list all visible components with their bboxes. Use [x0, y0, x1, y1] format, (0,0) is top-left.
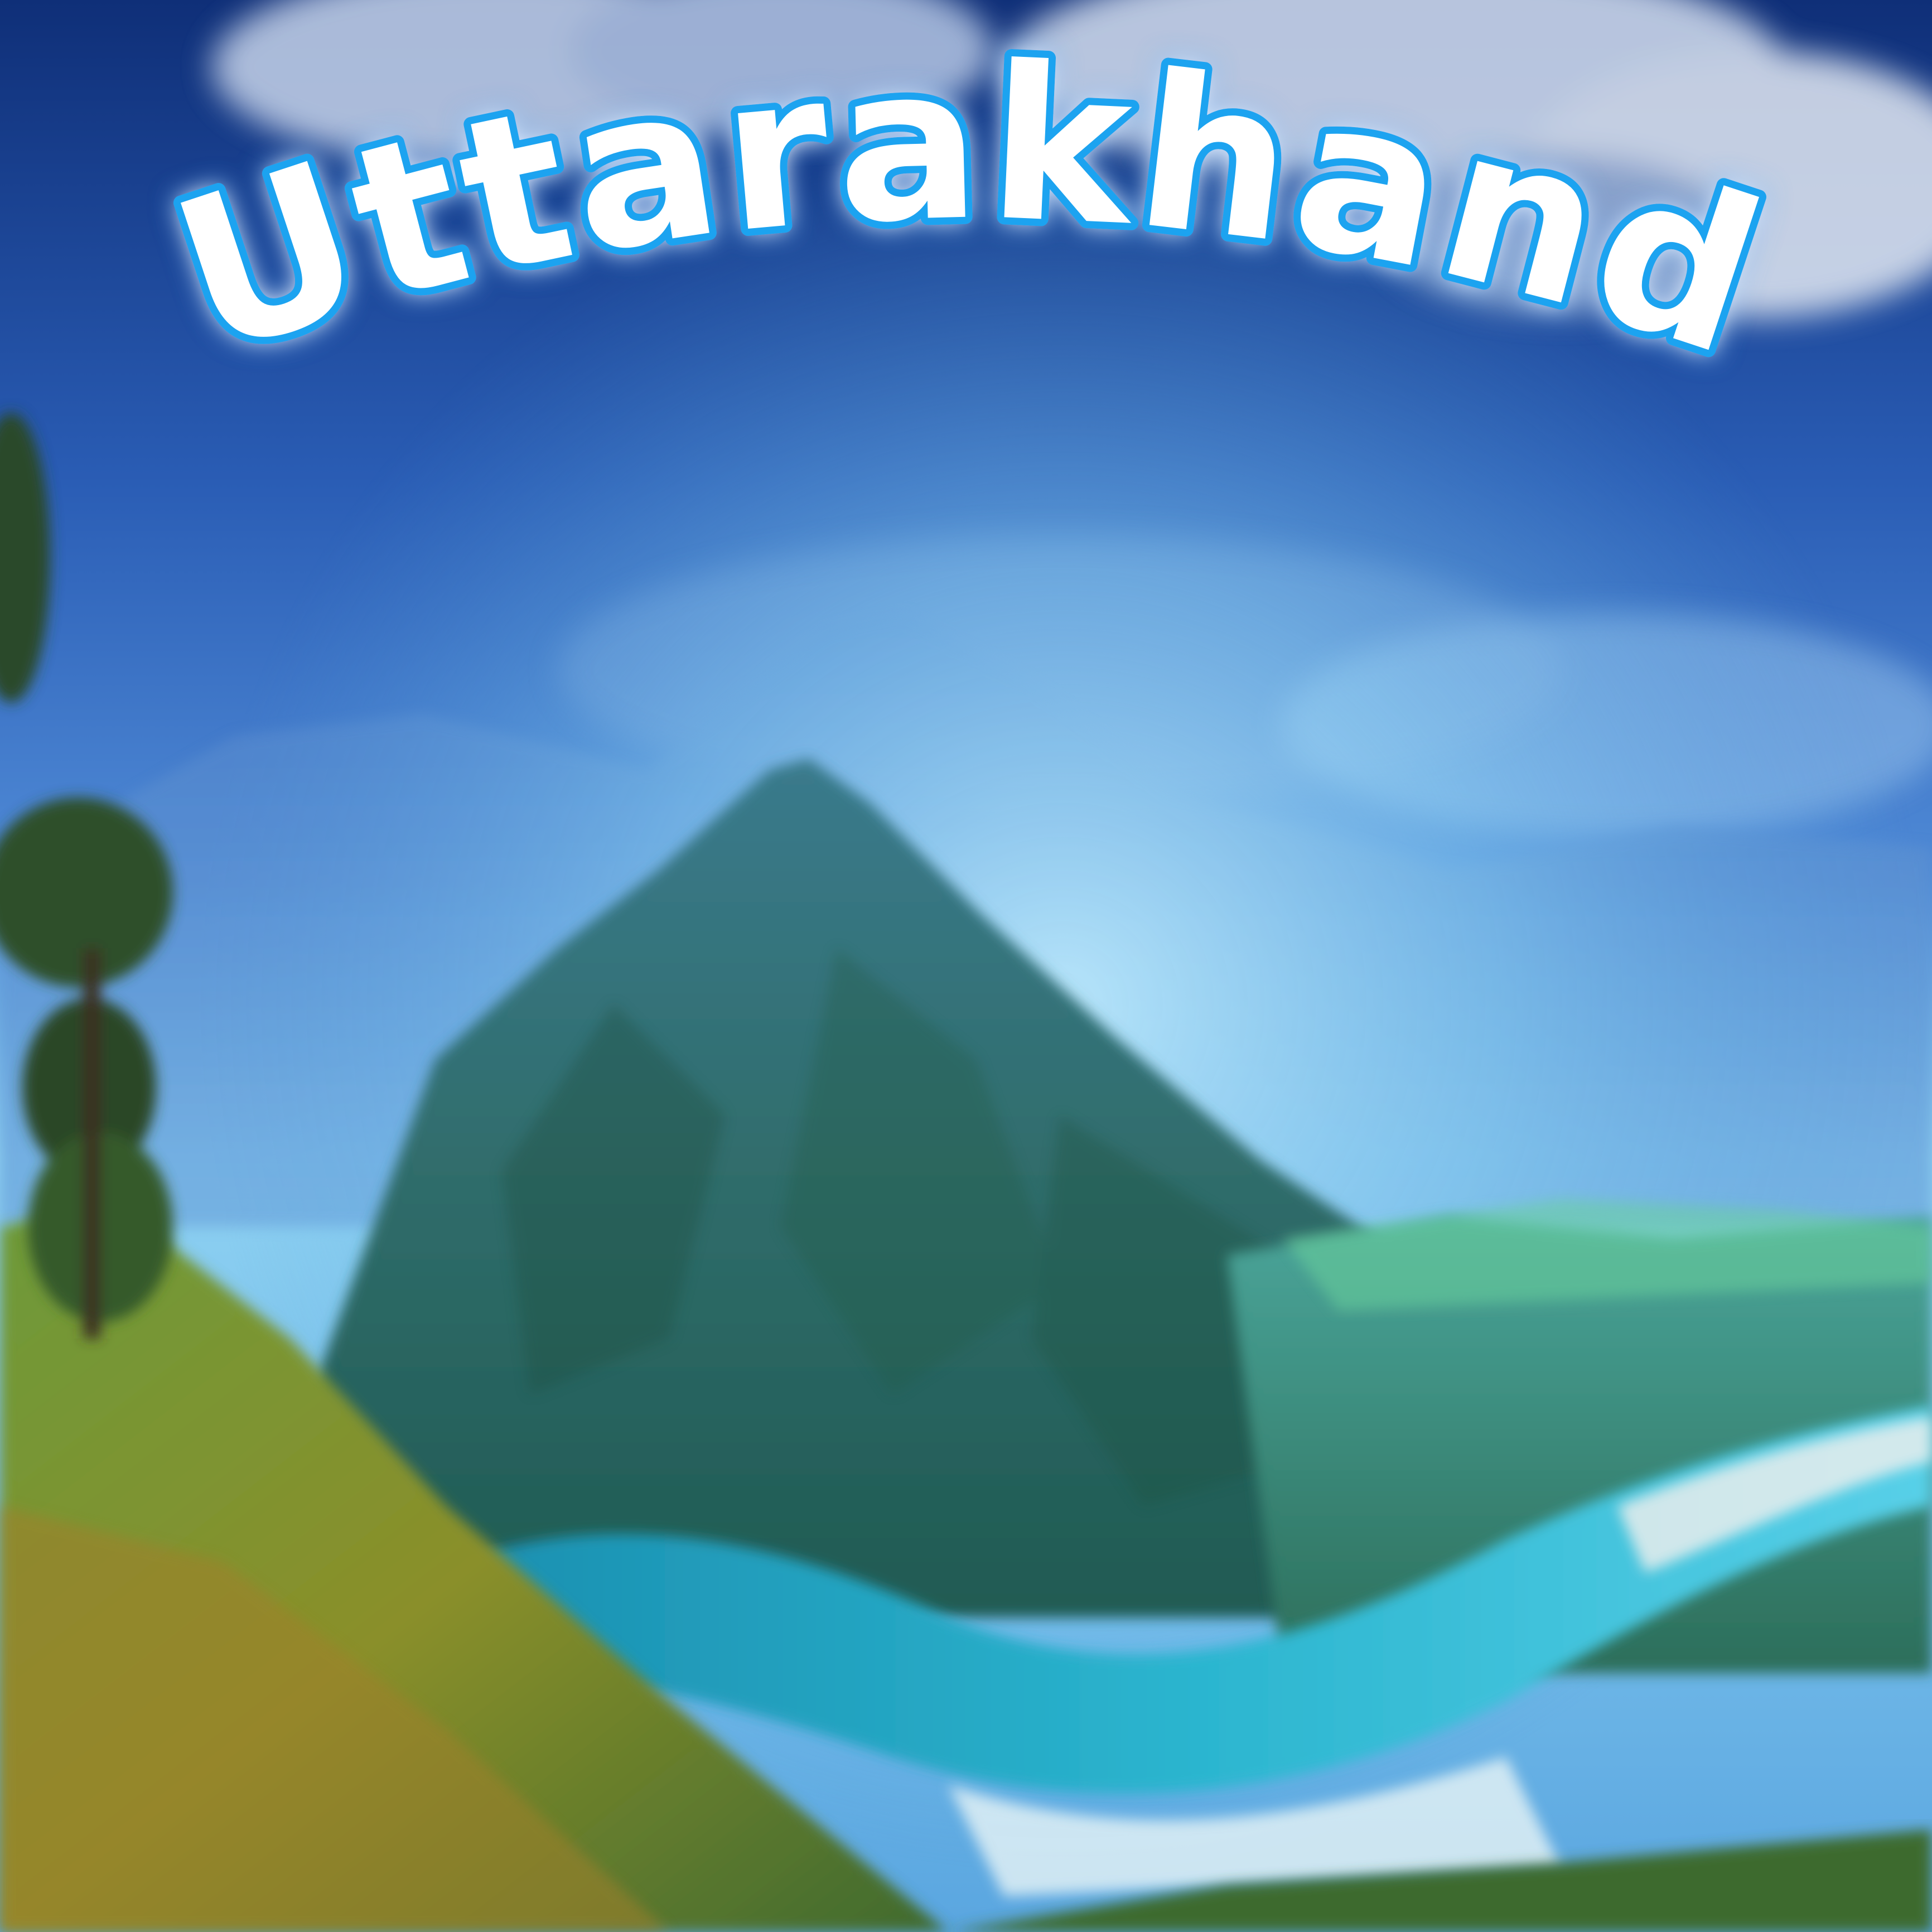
page-title: [149, 20, 1791, 404]
page-title-text: Uttarakhand: [148, 19, 1792, 405]
